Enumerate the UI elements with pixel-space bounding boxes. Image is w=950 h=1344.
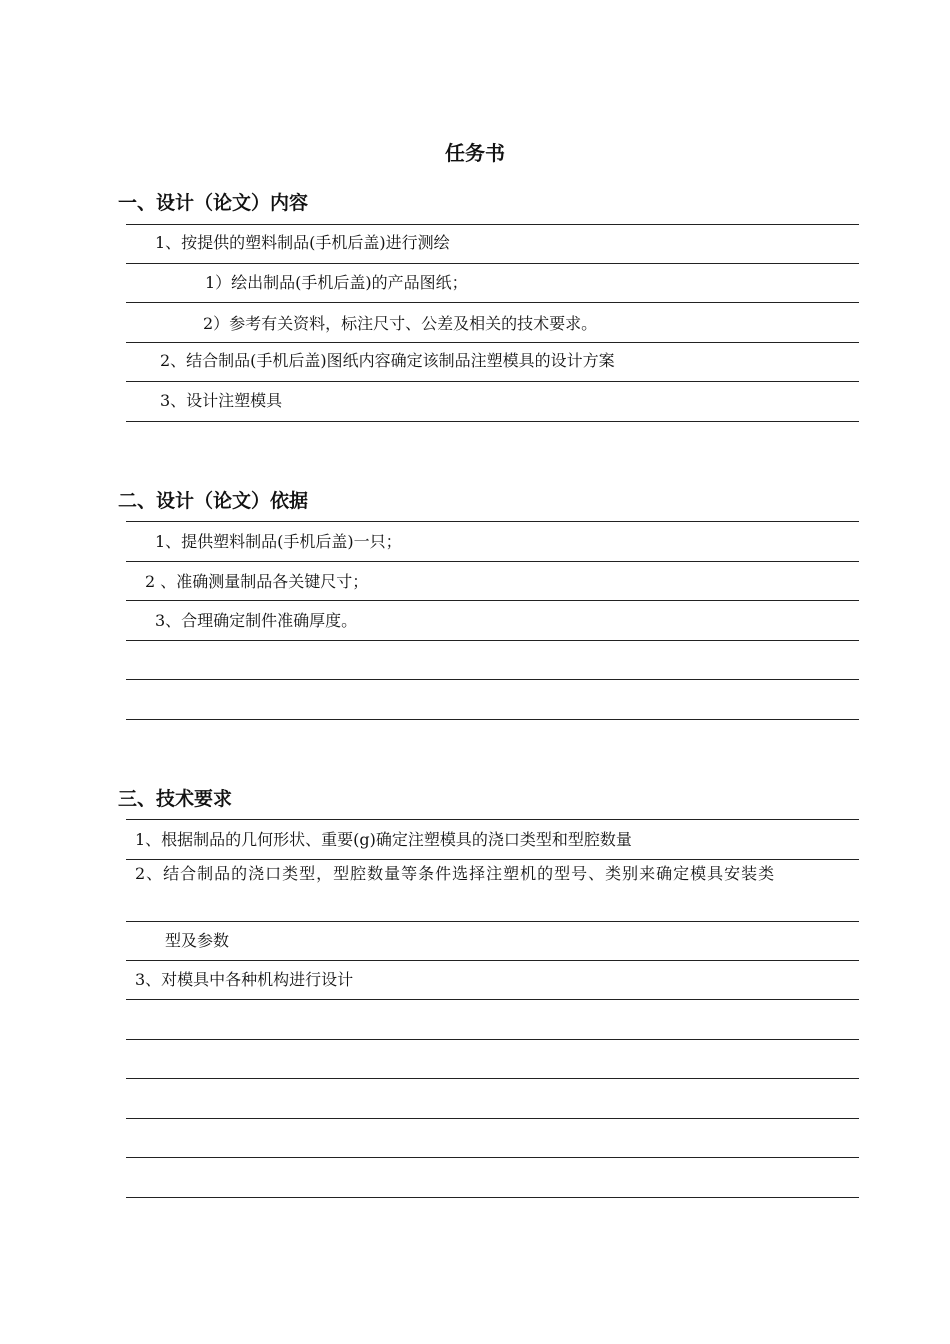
divider xyxy=(126,1197,859,1198)
divider xyxy=(126,302,859,303)
section-3-item-2: 2、结合制品的浇口类型，型腔数量等条件选择注塑机的型号、类别来确定模具安装类 xyxy=(135,864,776,883)
section-2-item-3: 3、合理确定制件准确厚度。 xyxy=(155,611,358,630)
divider xyxy=(126,1157,859,1158)
divider xyxy=(126,1039,859,1040)
divider xyxy=(126,960,859,961)
divider xyxy=(126,263,859,264)
divider xyxy=(126,342,859,343)
divider xyxy=(126,561,859,562)
section-1-item-1: 1、按提供的塑料制品(手机后盖)进行测绘 xyxy=(155,233,450,252)
section-1-item-3: 3、设计注塑模具 xyxy=(160,391,283,410)
divider xyxy=(126,224,859,225)
divider xyxy=(126,679,859,680)
divider xyxy=(126,381,859,382)
divider xyxy=(126,1078,859,1079)
section-2-item-1: 1、提供塑料制品(手机后盖)一只； xyxy=(155,532,402,551)
divider xyxy=(126,819,859,820)
divider xyxy=(126,640,859,641)
section-2-item-2: 2 、准确测量制品各关键尺寸； xyxy=(145,572,369,591)
divider xyxy=(126,999,859,1000)
divider xyxy=(126,1118,859,1119)
section-3-item-2-cont: 型及参数 xyxy=(165,931,230,950)
divider xyxy=(126,921,859,922)
section-1-item-1-sub-2: 2）参考有关资料，标注尺寸、公差及相关的技术要求。 xyxy=(203,314,598,333)
section-1-item-1-sub-1: 1）绘出制品(手机后盖)的产品图纸； xyxy=(205,273,468,292)
divider xyxy=(126,600,859,601)
section-1-heading: 一、设计（论文）内容 xyxy=(118,192,309,214)
divider xyxy=(126,521,859,522)
section-3-heading: 三、技术要求 xyxy=(118,788,233,810)
page-title: 任务书 xyxy=(445,141,505,165)
divider xyxy=(126,421,859,422)
section-2-heading: 二、设计（论文）依据 xyxy=(118,490,309,512)
section-1-item-2: 2、结合制品(手机后盖)图纸内容确定该制品注塑模具的设计方案 xyxy=(160,351,615,370)
section-3-item-3: 3、对模具中各种机构进行设计 xyxy=(135,970,354,989)
divider xyxy=(126,719,859,720)
section-3-item-1: 1、根据制品的几何形状、重要(g)确定注塑模具的浇口类型和型腔数量 xyxy=(135,830,632,849)
